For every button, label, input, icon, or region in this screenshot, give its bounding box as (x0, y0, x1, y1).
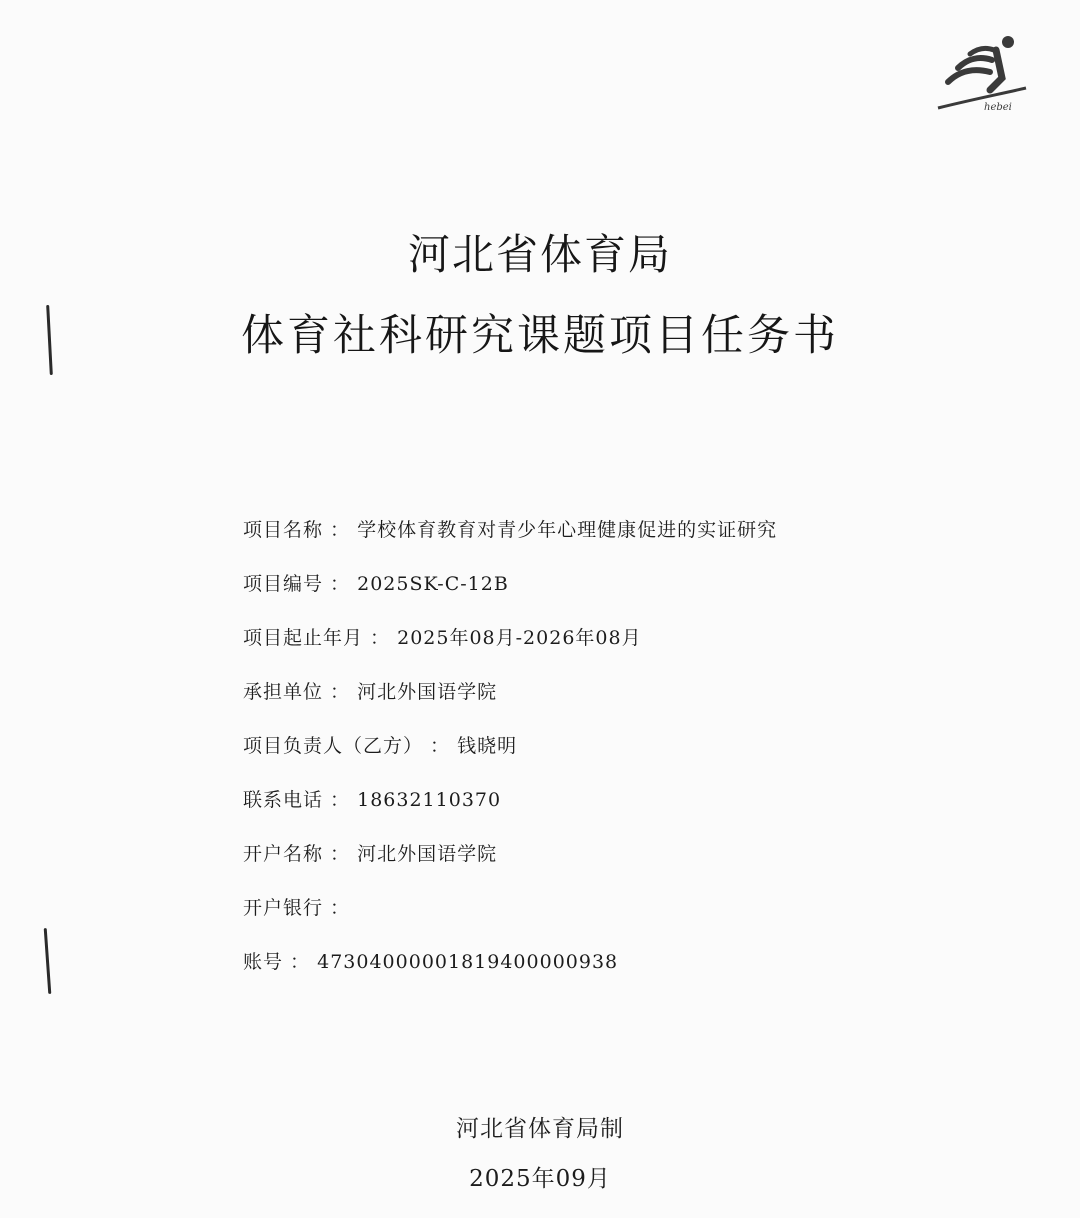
issue-date: 2025年09月 (469, 1166, 611, 1192)
field-project-name (243, 511, 1003, 565)
field-project-leader (243, 727, 1003, 781)
field-value: 2025年08月-2026年08月 (397, 627, 642, 649)
field-contact-phone (243, 781, 1003, 835)
field-separator: ： (423, 735, 451, 757)
field-project-number (243, 565, 1003, 619)
field-value: 河北外国语学院 (357, 681, 498, 703)
field-value: 47304000001819400000938 (317, 951, 619, 973)
field-separator: ： (323, 681, 351, 703)
field-label: 项目起止年月 (243, 627, 364, 649)
field-label: 开户银行 (243, 897, 324, 919)
svg-text:hebei: hebei (984, 102, 1012, 113)
field-label: 项目名称 (243, 519, 324, 541)
document-title: 河北省体育局 (407, 230, 672, 279)
field-label: 联系电话 (243, 789, 324, 811)
field-separator: ： (323, 519, 351, 541)
field-separator: ： (363, 627, 391, 649)
field-value: 18632110370 (357, 789, 502, 811)
field-separator: ： (323, 573, 351, 595)
binding-mark (44, 928, 52, 994)
field-account-number (243, 943, 1003, 997)
field-value: 钱晓明 (457, 735, 518, 757)
field-separator: ： (323, 789, 351, 811)
sports-logo-icon (930, 20, 1030, 120)
issuer: 河北省体育局制 (456, 1116, 624, 1142)
field-account-name (243, 835, 1003, 889)
field-label: 项目负责人（乙方） (243, 735, 424, 757)
field-label: 项目编号 (243, 573, 324, 595)
field-separator: ： (323, 843, 351, 865)
project-info-list (243, 511, 1003, 997)
field-value: 2025SK-C-12B (357, 573, 509, 595)
field-project-period (243, 619, 1003, 673)
field-value: 学校体育教育对青少年心理健康促进的实证研究 (357, 519, 778, 541)
field-label: 账号 (243, 951, 284, 973)
document-subtitle: 体育社科研究课题项目任务书 (241, 311, 839, 361)
field-undertaking-unit (243, 673, 1003, 727)
field-separator: ： (323, 897, 351, 919)
field-separator: ： (283, 951, 311, 973)
field-bank (243, 889, 1003, 943)
field-value: 河北外国语学院 (357, 843, 498, 865)
field-label: 开户名称 (243, 843, 324, 865)
field-label: 承担单位 (243, 681, 324, 703)
